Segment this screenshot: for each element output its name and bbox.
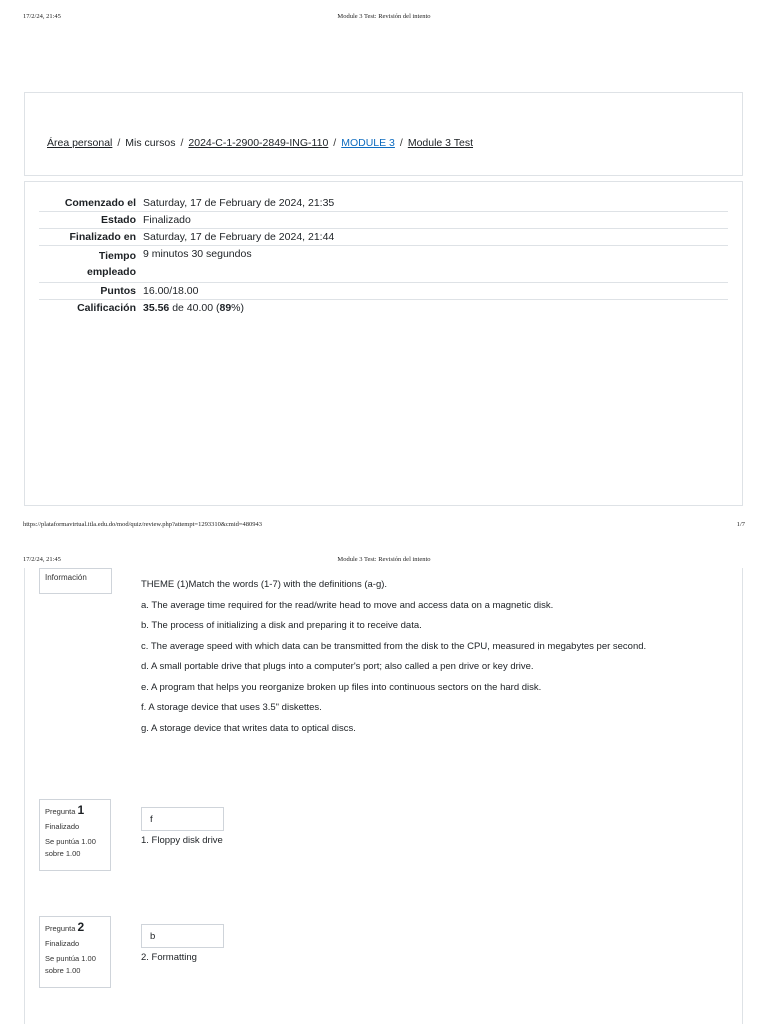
finished-label: Finalizado en bbox=[69, 231, 136, 243]
question-2-answer-select[interactable]: b bbox=[141, 924, 224, 948]
grade-label: Calificación bbox=[77, 302, 136, 314]
question-state: Finalizado bbox=[45, 822, 80, 831]
state-label: Estado bbox=[100, 214, 136, 226]
question-2-info bbox=[39, 916, 111, 988]
time-label-line-2: empleado bbox=[86, 266, 136, 278]
info-line-intro: THEME (1)Match the words (1-7) with the definitions (a-g). bbox=[141, 579, 388, 590]
summary-row-started bbox=[39, 195, 728, 212]
info-line-a: a. The average time required for the read/write head to move and access data on a magnetic disk. bbox=[141, 600, 554, 611]
time-label bbox=[39, 246, 143, 283]
time-value: 9 minutos 30 segundos bbox=[143, 248, 252, 260]
state-value: Finalizado bbox=[143, 214, 191, 226]
print-page-number: 1/7 bbox=[736, 521, 745, 528]
breadcrumb-separator: / bbox=[180, 137, 184, 149]
summary-row-grade bbox=[39, 300, 728, 317]
breadcrumb bbox=[47, 137, 473, 149]
print-title: Module 3 Test: Revisión del intento bbox=[337, 556, 431, 563]
grade-percent: 89 bbox=[219, 302, 232, 314]
started-value: Saturday, 17 de February de 2024, 21:35 bbox=[143, 197, 335, 209]
breadcrumb-area-personal[interactable]: Área personal bbox=[47, 137, 113, 149]
summary-row-state bbox=[39, 212, 728, 229]
grade-score: 35.56 bbox=[143, 302, 170, 314]
finished-value: Saturday, 17 de February de 2024, 21:44 bbox=[143, 231, 335, 243]
breadcrumb-test[interactable]: Module 3 Test bbox=[407, 137, 474, 149]
question-1-answer-select[interactable]: f bbox=[141, 807, 224, 831]
grade-of: de 40.00 ( bbox=[169, 302, 220, 314]
question-prefix: Pregunta bbox=[45, 807, 76, 816]
print-datetime: 17/2/24, 21:45 bbox=[23, 13, 61, 20]
info-line-g: g. A storage device that writes data to optical discs. bbox=[141, 723, 356, 734]
print-title: Module 3 Test: Revisión del intento bbox=[337, 13, 431, 20]
info-line-c: c. The average speed with which data can be transmitted from the disk to the CPU, measured in megabytes per second. bbox=[141, 641, 647, 652]
summary-row-time bbox=[39, 246, 728, 283]
info-line-b: b. The process of initializing a disk and preparing it to receive data. bbox=[141, 620, 422, 631]
question-score-1: Se puntúa 1.00 bbox=[45, 954, 96, 963]
question-number: 1 bbox=[77, 803, 85, 817]
question-prefix: Pregunta bbox=[45, 924, 76, 933]
time-label-line-1: Tiempo bbox=[98, 250, 136, 262]
started-label: Comenzado el bbox=[64, 197, 136, 209]
question-state: Finalizado bbox=[45, 939, 80, 948]
print-footer bbox=[0, 521, 768, 533]
print-datetime: 17/2/24, 21:45 bbox=[23, 556, 61, 563]
info-box bbox=[39, 568, 112, 594]
breadcrumb-module[interactable]: MODULE 3 bbox=[341, 137, 395, 149]
question-2-heading bbox=[45, 921, 105, 935]
info-line-d: d. A small portable drive that plugs into a computer's port; also called a pen drive or key drive. bbox=[141, 661, 534, 672]
print-header-page-2 bbox=[0, 556, 768, 568]
questions-card bbox=[24, 568, 743, 1024]
print-url: https://plataformavirtual.itla.edu.do/mod/quiz/review.php?attempt=1293310&cmid=480943 bbox=[23, 521, 263, 528]
breadcrumb-mis-cursos: Mis cursos bbox=[125, 137, 176, 149]
grade-end: %) bbox=[231, 302, 245, 314]
question-score-2: sobre 1.00 bbox=[45, 966, 81, 975]
breadcrumb-separator: / bbox=[399, 137, 403, 149]
print-header bbox=[0, 13, 768, 25]
info-label: Información bbox=[45, 573, 87, 582]
question-1-info bbox=[39, 799, 111, 871]
grade-value bbox=[143, 300, 728, 317]
points-value: 16.00/18.00 bbox=[143, 285, 199, 297]
breadcrumb-separator: / bbox=[333, 137, 337, 149]
question-score-2: sobre 1.00 bbox=[45, 849, 81, 858]
question-1-label: 1. Floppy disk drive bbox=[141, 835, 223, 846]
breadcrumb-course[interactable]: 2024-C-1-2900-2849-ING-110 bbox=[188, 137, 329, 149]
question-2-label: 2. Formatting bbox=[141, 952, 197, 963]
question-1-heading bbox=[45, 804, 105, 818]
attempt-summary-table bbox=[39, 195, 728, 316]
info-line-e: e. A program that helps you reorganize broken up files into continuous sectors on the hard disk. bbox=[141, 682, 542, 693]
question-number: 2 bbox=[77, 920, 85, 934]
breadcrumb-card bbox=[24, 92, 743, 176]
breadcrumb-separator: / bbox=[117, 137, 121, 149]
info-line-f: f. A storage device that uses 3.5" diskettes. bbox=[141, 702, 322, 713]
summary-row-points bbox=[39, 283, 728, 300]
question-score-1: Se puntúa 1.00 bbox=[45, 837, 96, 846]
summary-row-finished bbox=[39, 229, 728, 246]
points-label: Puntos bbox=[100, 285, 136, 297]
